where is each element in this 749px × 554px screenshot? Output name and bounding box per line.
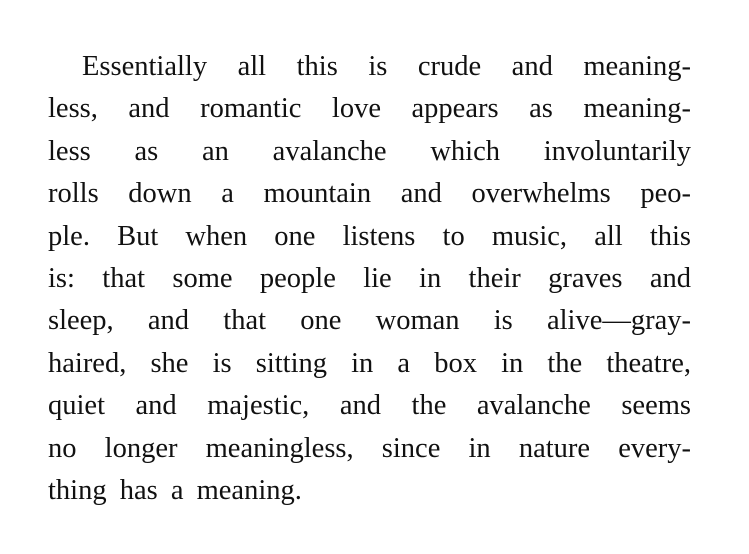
text-line: Essentially all this is crude and meaning- [82, 51, 691, 82]
text-line: sleep, and that one woman is alive—gray- [48, 305, 691, 337]
text-line: ple. But when one listens to music, all this [48, 220, 691, 252]
text-line: is: that some people lie in their graves and [48, 262, 691, 294]
text-line: thing has a meaning. [48, 474, 302, 506]
text-line: less, and romantic love appears as meaning- [48, 93, 691, 125]
text-line: haired, she is sitting in a box in the theatre, [48, 347, 691, 379]
text-line: rolls down a mountain and overwhelms peo- [48, 178, 691, 210]
text-line: less as an avalanche which involuntarily [48, 135, 691, 167]
text-line: quiet and majestic, and the avalanche seems [48, 390, 691, 422]
body-paragraph [48, 46, 691, 512]
text-line: no longer meaningless, since in nature every- [48, 432, 691, 464]
